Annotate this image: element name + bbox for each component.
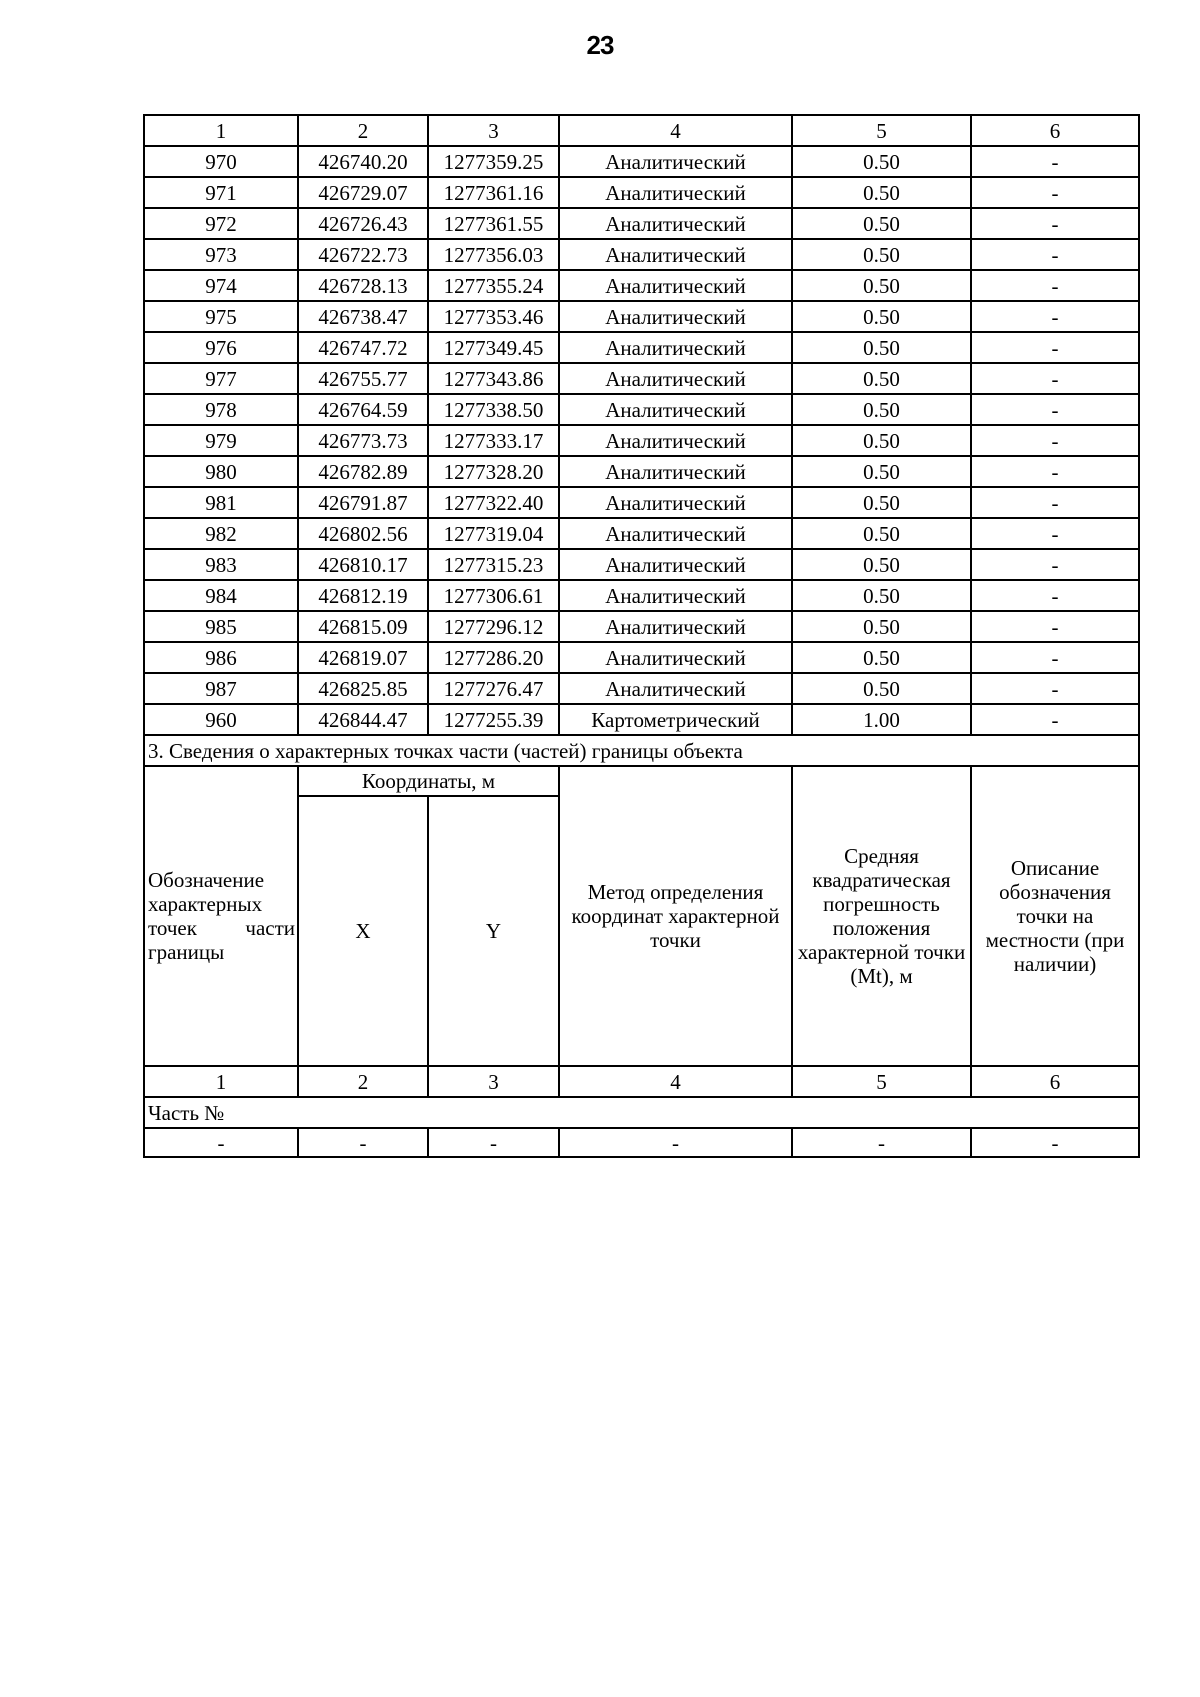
error-cell: 0.50 (792, 487, 971, 518)
y-coordinate-cell: 1277322.40 (428, 487, 559, 518)
header-y: Y (428, 796, 559, 1066)
section3-title-row (144, 735, 1139, 766)
column-number: 5 (792, 1066, 971, 1097)
header-coordinates: Координаты, м (298, 766, 559, 796)
description-cell: - (971, 394, 1139, 425)
x-coordinate-cell: 426812.19 (298, 580, 428, 611)
point-number-cell: 970 (144, 146, 298, 177)
y-coordinate-cell: 1277349.45 (428, 332, 559, 363)
error-cell: 1.00 (792, 704, 971, 735)
error-cell: 0.50 (792, 611, 971, 642)
column-number: 5 (792, 115, 971, 146)
y-coordinate-cell: 1277343.86 (428, 363, 559, 394)
error-cell: 0.50 (792, 642, 971, 673)
part-cell: - (971, 1128, 1139, 1157)
point-number-cell: 971 (144, 177, 298, 208)
method-cell: Аналитический (559, 642, 792, 673)
column-number: 1 (144, 1066, 298, 1097)
method-cell: Аналитический (559, 487, 792, 518)
error-cell: 0.50 (792, 425, 971, 456)
error-cell: 0.50 (792, 239, 971, 270)
part-cell: - (792, 1128, 971, 1157)
x-coordinate-cell: 426722.73 (298, 239, 428, 270)
point-number-cell: 972 (144, 208, 298, 239)
column-number: 3 (428, 1066, 559, 1097)
section3-body (144, 735, 1139, 1157)
method-cell: Аналитический (559, 549, 792, 580)
header-method: Метод определения координат характерной точки (559, 766, 792, 1066)
error-cell: 0.50 (792, 673, 971, 704)
error-cell: 0.50 (792, 208, 971, 239)
x-coordinate-cell: 426755.77 (298, 363, 428, 394)
description-cell: - (971, 146, 1139, 177)
y-coordinate-cell: 1277286.20 (428, 642, 559, 673)
page-number: 23 (586, 30, 614, 60)
x-coordinate-cell: 426844.47 (298, 704, 428, 735)
x-coordinate-cell: 426764.59 (298, 394, 428, 425)
description-cell: - (971, 673, 1139, 704)
column-number: 4 (559, 1066, 792, 1097)
y-coordinate-cell: 1277306.61 (428, 580, 559, 611)
table-row (144, 673, 1139, 704)
column-number: 3 (428, 115, 559, 146)
part-row (144, 1128, 1139, 1157)
table-body (144, 115, 1139, 735)
y-coordinate-cell: 1277361.55 (428, 208, 559, 239)
point-number-cell: 979 (144, 425, 298, 456)
x-coordinate-cell: 426815.09 (298, 611, 428, 642)
section3-header-row (144, 766, 1139, 796)
method-cell: Аналитический (559, 177, 792, 208)
description-cell: - (971, 549, 1139, 580)
part-cell: - (428, 1128, 559, 1157)
point-number-cell: 986 (144, 642, 298, 673)
part-label: Часть № (144, 1097, 1139, 1128)
y-coordinate-cell: 1277315.23 (428, 549, 559, 580)
method-cell: Картометрический (559, 704, 792, 735)
table-row (144, 611, 1139, 642)
part-cell: - (559, 1128, 792, 1157)
description-cell: - (971, 642, 1139, 673)
method-cell: Аналитический (559, 301, 792, 332)
table-row (144, 177, 1139, 208)
method-cell: Аналитический (559, 208, 792, 239)
table-row (144, 549, 1139, 580)
description-cell: - (971, 425, 1139, 456)
y-coordinate-cell: 1277356.03 (428, 239, 559, 270)
description-cell: - (971, 270, 1139, 301)
method-cell: Аналитический (559, 580, 792, 611)
description-cell: - (971, 239, 1139, 270)
table-row (144, 580, 1139, 611)
part-label-row (144, 1097, 1139, 1128)
y-coordinate-cell: 1277333.17 (428, 425, 559, 456)
table-row (144, 301, 1139, 332)
error-cell: 0.50 (792, 456, 971, 487)
description-cell: - (971, 363, 1139, 394)
x-coordinate-cell: 426782.89 (298, 456, 428, 487)
header-error: Средняя квадратическая погрешность положения характерной точки (Mt), м (792, 766, 971, 1066)
column-number: 2 (298, 115, 428, 146)
table-row (144, 425, 1139, 456)
column-number: 2 (298, 1066, 428, 1097)
method-cell: Аналитический (559, 332, 792, 363)
error-cell: 0.50 (792, 518, 971, 549)
table-row (144, 363, 1139, 394)
point-number-cell: 978 (144, 394, 298, 425)
x-coordinate-cell: 426810.17 (298, 549, 428, 580)
x-coordinate-cell: 426802.56 (298, 518, 428, 549)
point-number-cell: 974 (144, 270, 298, 301)
point-number-cell: 960 (144, 704, 298, 735)
description-cell: - (971, 177, 1139, 208)
point-number-cell: 983 (144, 549, 298, 580)
section3-column-numbers-row (144, 1066, 1139, 1097)
point-number-cell: 973 (144, 239, 298, 270)
table-row (144, 487, 1139, 518)
header-point-designation: Обозначение характерных точек части границы (144, 766, 298, 1066)
table-row (144, 208, 1139, 239)
x-coordinate-cell: 426729.07 (298, 177, 428, 208)
table-row (144, 518, 1139, 549)
y-coordinate-cell: 1277328.20 (428, 456, 559, 487)
coordinates-table (143, 114, 1140, 1158)
error-cell: 0.50 (792, 549, 971, 580)
description-cell: - (971, 611, 1139, 642)
description-cell: - (971, 704, 1139, 735)
table-row (144, 704, 1139, 735)
section3-title: 3. Сведения о характерных точках части (частей) границы объекта (144, 735, 1139, 766)
point-number-cell: 977 (144, 363, 298, 394)
point-number-cell: 976 (144, 332, 298, 363)
table-row (144, 394, 1139, 425)
point-number-cell: 987 (144, 673, 298, 704)
y-coordinate-cell: 1277361.16 (428, 177, 559, 208)
description-cell: - (971, 518, 1139, 549)
point-number-cell: 982 (144, 518, 298, 549)
point-number-cell: 984 (144, 580, 298, 611)
method-cell: Аналитический (559, 270, 792, 301)
y-coordinate-cell: 1277319.04 (428, 518, 559, 549)
description-cell: - (971, 487, 1139, 518)
error-cell: 0.50 (792, 580, 971, 611)
description-cell: - (971, 580, 1139, 611)
x-coordinate-cell: 426825.85 (298, 673, 428, 704)
table-row (144, 332, 1139, 363)
error-cell: 0.50 (792, 363, 971, 394)
y-coordinate-cell: 1277353.46 (428, 301, 559, 332)
table-row (144, 146, 1139, 177)
x-coordinate-cell: 426728.13 (298, 270, 428, 301)
y-coordinate-cell: 1277359.25 (428, 146, 559, 177)
part-cell: - (298, 1128, 428, 1157)
table-row (144, 456, 1139, 487)
column-number: 1 (144, 115, 298, 146)
column-number: 6 (971, 115, 1139, 146)
x-coordinate-cell: 426791.87 (298, 487, 428, 518)
part-cell: - (144, 1128, 298, 1157)
y-coordinate-cell: 1277355.24 (428, 270, 559, 301)
method-cell: Аналитический (559, 363, 792, 394)
description-cell: - (971, 301, 1139, 332)
method-cell: Аналитический (559, 518, 792, 549)
header-x: X (298, 796, 428, 1066)
x-coordinate-cell: 426747.72 (298, 332, 428, 363)
method-cell: Аналитический (559, 394, 792, 425)
error-cell: 0.50 (792, 301, 971, 332)
table-row (144, 239, 1139, 270)
description-cell: - (971, 332, 1139, 363)
x-coordinate-cell: 426740.20 (298, 146, 428, 177)
column-number: 6 (971, 1066, 1139, 1097)
point-number-cell: 980 (144, 456, 298, 487)
description-cell: - (971, 208, 1139, 239)
header-description: Описание обозначения точки на местности (при наличии) (971, 766, 1139, 1066)
method-cell: Аналитический (559, 673, 792, 704)
point-number-cell: 981 (144, 487, 298, 518)
table-row (144, 642, 1139, 673)
description-cell: - (971, 456, 1139, 487)
x-coordinate-cell: 426773.73 (298, 425, 428, 456)
y-coordinate-cell: 1277296.12 (428, 611, 559, 642)
point-number-cell: 985 (144, 611, 298, 642)
method-cell: Аналитический (559, 425, 792, 456)
method-cell: Аналитический (559, 456, 792, 487)
column-numbers-row (144, 115, 1139, 146)
error-cell: 0.50 (792, 394, 971, 425)
column-number: 4 (559, 115, 792, 146)
x-coordinate-cell: 426819.07 (298, 642, 428, 673)
y-coordinate-cell: 1277255.39 (428, 704, 559, 735)
y-coordinate-cell: 1277338.50 (428, 394, 559, 425)
error-cell: 0.50 (792, 177, 971, 208)
method-cell: Аналитический (559, 611, 792, 642)
x-coordinate-cell: 426726.43 (298, 208, 428, 239)
method-cell: Аналитический (559, 239, 792, 270)
method-cell: Аналитический (559, 146, 792, 177)
x-coordinate-cell: 426738.47 (298, 301, 428, 332)
table-row (144, 270, 1139, 301)
error-cell: 0.50 (792, 270, 971, 301)
point-number-cell: 975 (144, 301, 298, 332)
y-coordinate-cell: 1277276.47 (428, 673, 559, 704)
error-cell: 0.50 (792, 332, 971, 363)
error-cell: 0.50 (792, 146, 971, 177)
